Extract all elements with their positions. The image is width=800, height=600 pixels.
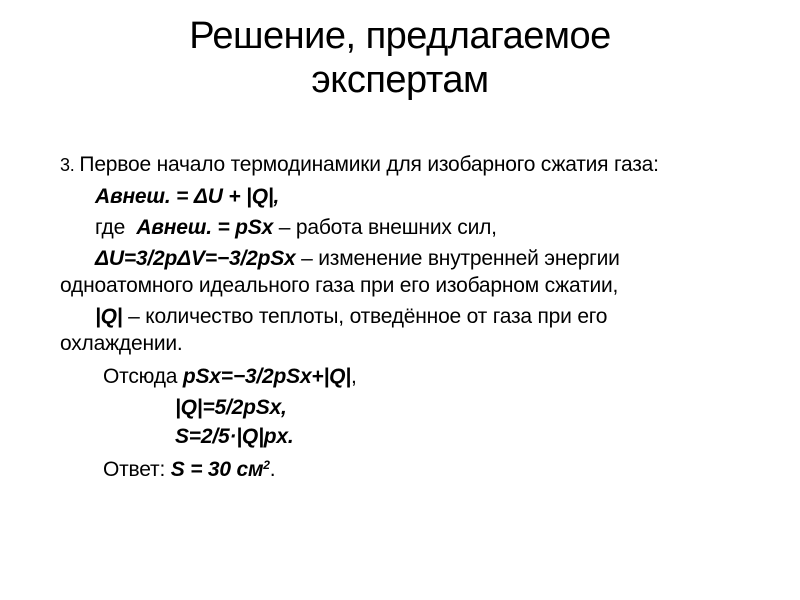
body-line-external-work — [60, 214, 750, 241]
title-line-1: Решение, предлагаемое — [189, 15, 611, 57]
title-line-2: экспертам — [311, 59, 489, 101]
formula-derivation-1: pSx=−3/2pSx+|Q| — [182, 365, 351, 388]
formula-derivation-2: |Q|=5/2pSx, — [175, 396, 287, 419]
slide-title — [0, 0, 800, 102]
body-line-derivation-2 — [60, 394, 750, 421]
body-line-internal-energy-wrap — [60, 272, 750, 299]
body-line-first-law-formula — [60, 183, 750, 210]
answer-label: Ответ: — [103, 458, 171, 481]
formula-first-law: Авнеш. = ΔU + |Q|, — [95, 185, 280, 208]
body-line-derivation-1 — [60, 363, 750, 390]
formula-derivation-3: S=2/5·|Q|px. — [175, 425, 294, 448]
formula-internal-energy: ΔU=3/2pΔV=−3/2pSx — [95, 247, 296, 270]
body-line-statement — [60, 151, 750, 179]
internal-energy-description: – изменение внутренней энергии — [295, 247, 620, 270]
body-line-answer — [60, 452, 750, 483]
formula-external-work: Авнеш. = pSx — [136, 216, 274, 239]
formula-heat: |Q| — [95, 305, 123, 328]
where-text: где — [95, 216, 137, 239]
heat-description-continued: охлаждении. — [60, 332, 183, 355]
answer-superscript: 2 — [263, 458, 270, 472]
body-line-heat — [60, 303, 750, 330]
body-line-heat-wrap — [60, 330, 750, 357]
derivation-1-comma: , — [350, 365, 357, 388]
answer-value: S = 30 см — [170, 458, 264, 481]
statement-text: Первое начало термодинамики для изобарного сжатия газа: — [79, 153, 659, 176]
internal-energy-description-continued: одноатомного идеального газа при его изобарном сжатии, — [60, 274, 619, 297]
item-number: 3. — [60, 155, 80, 175]
answer-period: . — [269, 458, 276, 481]
slide-body — [0, 151, 800, 483]
body-line-internal-energy — [60, 245, 750, 272]
hence-text: Отсюда — [103, 365, 183, 388]
body-line-derivation-3 — [60, 423, 750, 450]
external-work-description: – работа внешних сил, — [273, 216, 497, 239]
heat-description: – количество теплоты, отведённое от газа при его — [122, 305, 608, 328]
